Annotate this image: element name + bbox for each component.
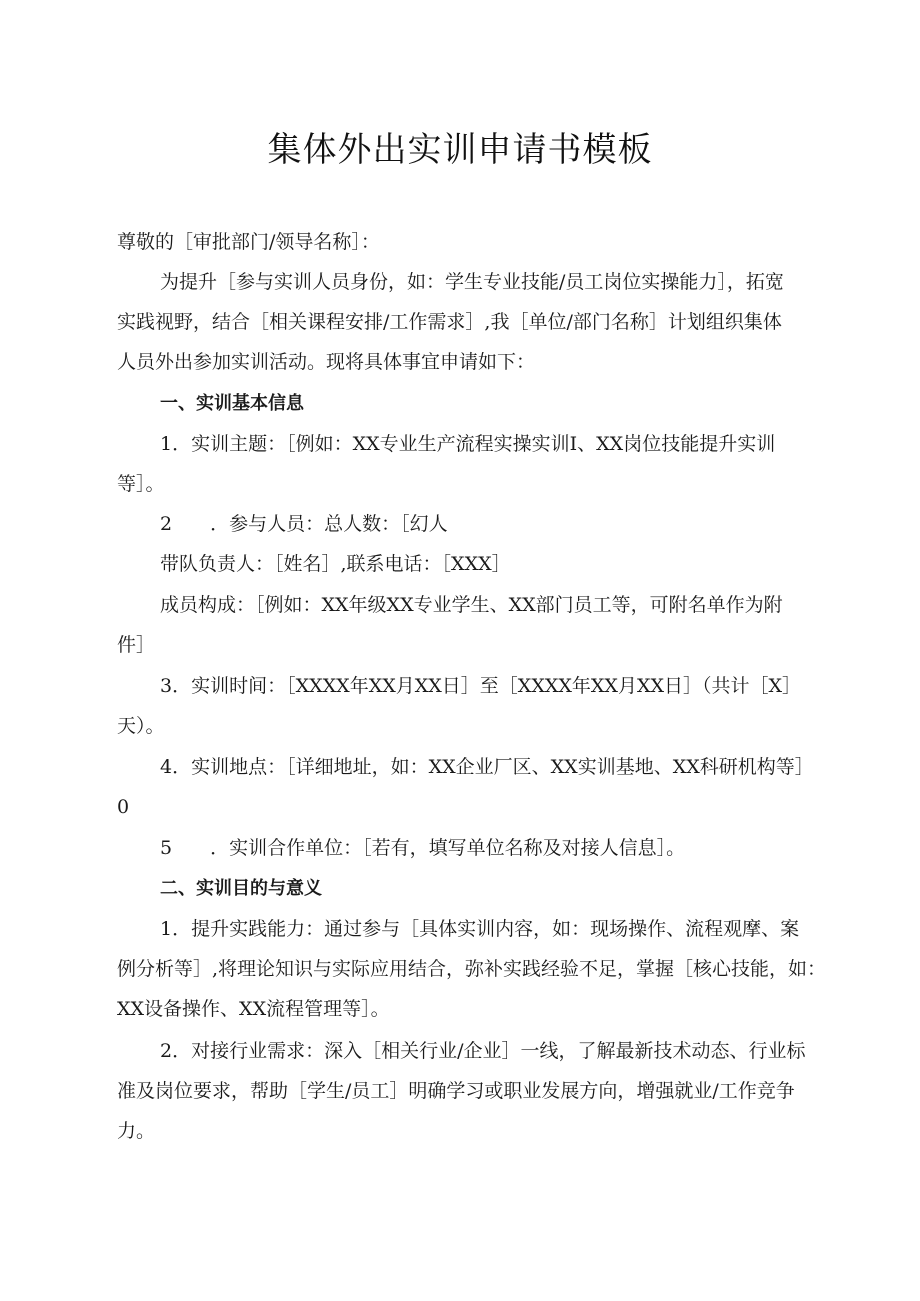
section2-item1-line-2: 例分析等］,将理论知识与实际应用结合，弥补实践经验不足，掌握［核心技能，如： bbox=[117, 958, 827, 980]
section2-item2-line-2: 准及岗位要求，帮助［学生/员工］明确学习或职业发展方向，增强就业/工作竞争 bbox=[117, 1080, 795, 1102]
section2-item2-line-1: 2．对接行业需求：深入［相关行业/企业］一线，了解最新技术动态、行业标 bbox=[160, 1040, 806, 1062]
section1-item1-line-2: 等］。 bbox=[117, 473, 165, 495]
section2-item1-line-1: 1．提升实践能力：通过参与［具体实训内容，如：现场操作、流程观摩、案 bbox=[160, 918, 800, 940]
salutation: 尊敬的［审批部门/领导名称］： bbox=[117, 231, 380, 253]
section2-item2-line-3: 力。 bbox=[117, 1120, 156, 1142]
section1-heading: 一、实训基本信息 bbox=[160, 393, 304, 414]
intro-line-2: 实践视野，结合［相关课程安排/工作需求］,我［单位/部门名称］计划组织集体 bbox=[117, 311, 782, 333]
section1-leader: 带队负责人：［姓名］,联系电话：［XXX］ bbox=[160, 553, 511, 575]
section1-item3-line-2: 天）。 bbox=[117, 715, 165, 737]
section2-heading: 二、实训目的与意义 bbox=[160, 878, 322, 899]
section1-item4-line-2: 0 bbox=[117, 796, 130, 818]
intro-line-1: 为提升［参与实训人员身份，如：学生专业技能/员工岗位实操能力］，拓宽 bbox=[160, 271, 784, 293]
section1-item3-line-1: 3．实训时间：［XXXX年XX月XX日］至［XXXX年XX月XX日］（共计［X］ bbox=[160, 675, 802, 697]
document-title: 集体外出实训申请书模板 bbox=[267, 130, 653, 170]
intro-line-3: 人员外出参加实训活动。现将具体事宜申请如下： bbox=[117, 351, 536, 373]
section1-item2: 2 ．参与人员：总人数：［幻人 bbox=[160, 513, 448, 535]
section1-item1-line-1: 1．实训主题：［例如：XX专业生产流程实操实训I、XX岗位技能提升实训 bbox=[160, 433, 776, 455]
section1-item4-line-1: 4．实训地点：［详细地址，如：XX企业厂区、XX实训基地、XX科研机构等］ bbox=[160, 756, 814, 778]
section1-members-line-2: 件］ bbox=[117, 634, 156, 656]
section1-item5: 5 ．实训合作单位：［若有，填写单位名称及对接人信息］。 bbox=[160, 837, 686, 859]
section1-members-line-1: 成员构成：［例如：XX年级XX专业学生、XX部门员工等，可附名单作为附 bbox=[160, 594, 783, 616]
section2-item1-line-3: XX设备操作、XX流程管理等］。 bbox=[117, 998, 390, 1020]
